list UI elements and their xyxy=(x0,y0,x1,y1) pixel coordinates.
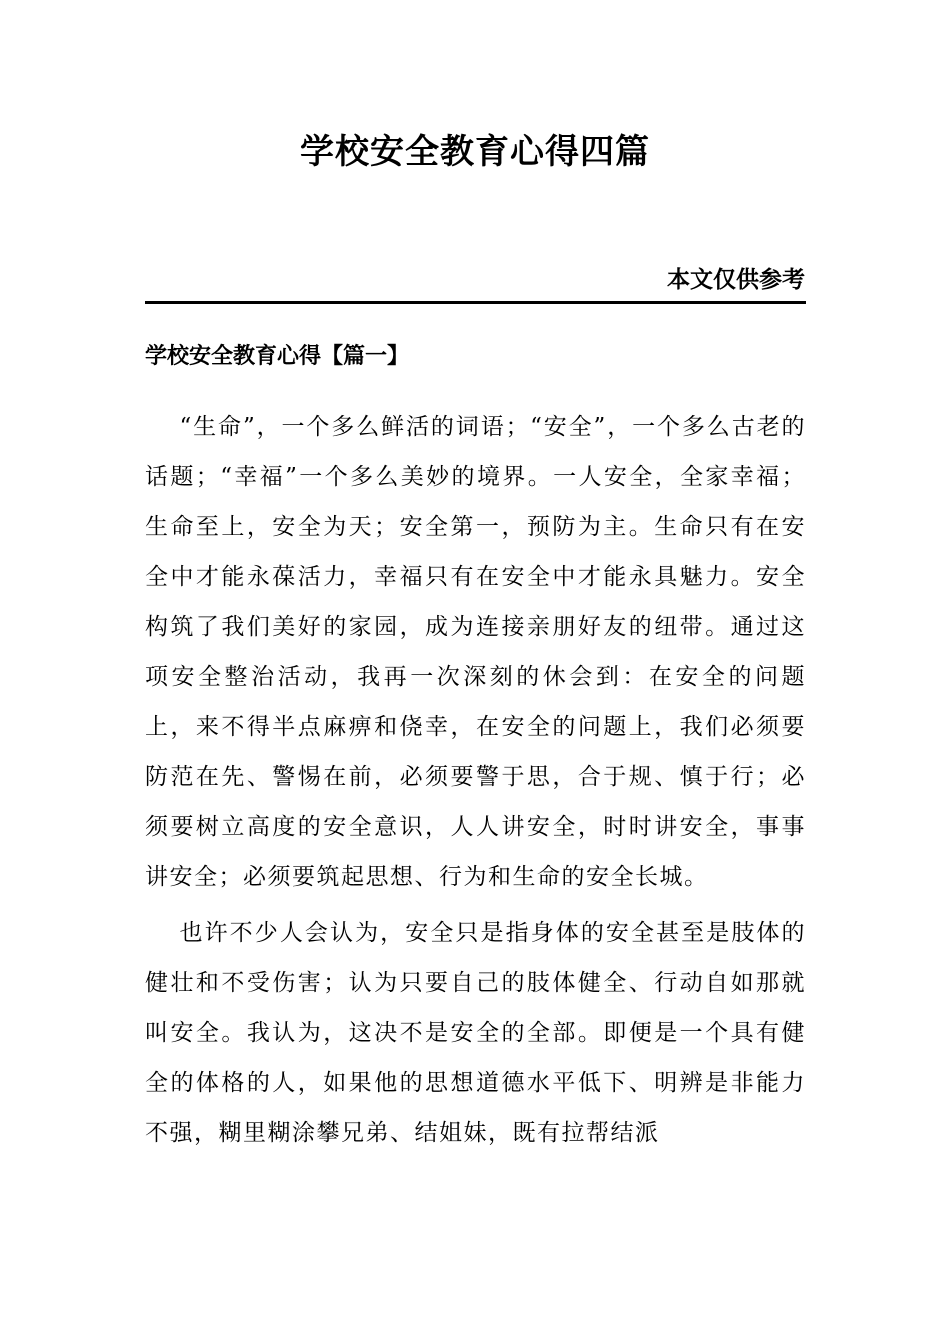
page-title: 学校安全教育心得四篇 xyxy=(300,132,650,172)
section-heading: 学校安全教育心得【篇一】 xyxy=(145,343,410,369)
disclaimer-note: 本文仅供参考 xyxy=(667,266,805,293)
header-divider xyxy=(145,301,806,304)
paragraph: “生命”，一个多么鲜活的词语；“安全”，一个多么古老的话题；“幸福”一个多么美妙的境界。一人安全，全家幸福；生命至上，安全为天；安全第一，预防为主。生命只有在安全中才能永葆活力，幸福只有在安全中才能永具魅力。安全构筑了我们美好的家园，成为连接亲朋好友的纽带。通过这项安全整治活动，我再一次深刻的休会到：在安全的问题上，来不得半点麻痹和侥幸，在安全的问题上，我们必须要防范在先、警惕在前，必须要警于思，合于规、慎于行；必须要树立高度的安全意识，人人讲安全，时时讲安全，事事讲安全；必须要筑起思想、行为和生命的安全长城。 xyxy=(145,414,806,890)
paragraph: 也许不少人会认为，安全只是指身体的安全甚至是肢体的健壮和不受伤害；认为只要自己的肢体健全、行动自如那就叫安全。我认为，这决不是安全的全部。即便是一个具有健全的体格的人，如果他的思想道德水平低下、明辨是非能力不强，糊里糊涂攀兄弟、结姐妹，既有拉帮结派 xyxy=(145,920,806,1146)
body-text xyxy=(145,402,806,1164)
